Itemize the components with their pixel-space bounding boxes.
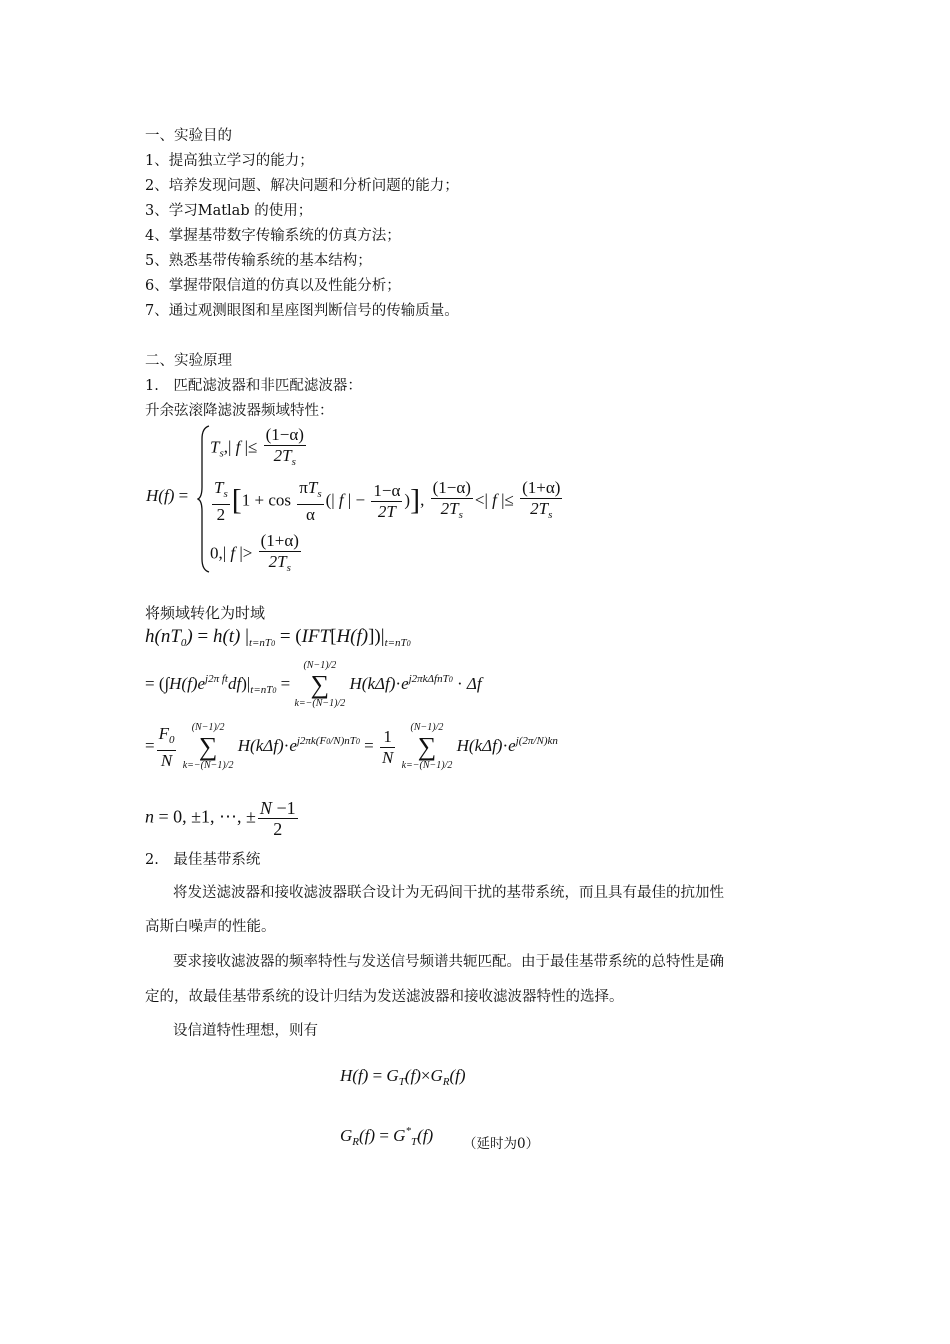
formula-gr-conjugate: $G_R(f) = G^*_T(f)$ — [340, 1125, 434, 1148]
paragraph-line: 高斯白噪声的性能。 — [145, 919, 276, 935]
objective-item: 5、熟悉基带传输系统的基本结构； — [145, 253, 372, 269]
formula-case3: 0,| f |> $\frac{(1+\alpha)}{2T_s}$ — [210, 531, 299, 574]
formula-brace — [197, 425, 211, 573]
subsection2-title: 2. 最佳基带系统 — [145, 852, 261, 868]
section2-heading: 二、实验原理 — [145, 353, 232, 369]
paragraph-line: 定的，故最佳基带系统的设计归结为发送滤波器和接收滤波器特性的选择。 — [145, 989, 624, 1005]
section1-heading: 一、实验目的 — [145, 128, 232, 144]
formula-time-line3: = $\frac{F_0}{N}$ (N−1)/2 ∑ k=−(N−1)/2 $H(k\Delta f)\cdot e^{j2\pi k(F0/N)nT0}$ = $\frac{1}{N}$ (N−1)/2 ∑ k=−(N−1)/2 $H(k\Delta f)\cdot e^{j(2\pi/N)kn}$ — [145, 722, 558, 771]
objective-item: 2、培养发现问题、解决问题和分析问题的能力； — [145, 178, 459, 194]
formula-hf-product: $H(f) = G_T(f)\times G_R(f)$ — [340, 1066, 466, 1088]
formula-time-line1: $h(nT_0) = h(t) |_{t=nT0} = (IFT[H(f)])|_{t=nT0}$ — [145, 626, 411, 649]
objective-item: 4、掌握基带数字传输系统的仿真方法； — [145, 228, 401, 244]
paragraph-line: 设信道特性理想，则有 — [173, 1023, 318, 1039]
formula-time-line2: = $(\int H(f)e^{j2\pi ft}df)|_{t=nT0}$ = (N−1)/2 ∑ k=−(N−1)/2 $H(k\Delta f)\cdot e^{j2\pi k\Delta fnT0} \cdot \Delta f$ — [145, 660, 482, 709]
time-domain-label: 将频域转化为时域 — [145, 604, 266, 622]
delay-note: （延时为0） — [463, 1136, 540, 1152]
objective-item: 6、掌握带限信道的仿真以及性能分析； — [145, 278, 401, 294]
formula-case1: $T_s,|$ f |≤ $\frac{(1-\alpha)}{2T_s}$ — [210, 425, 304, 468]
paragraph-line: 要求接收滤波器的频率特性与发送信号频谱共轭匹配。由于最佳基带系统的总特性是确 — [173, 954, 724, 970]
paragraph-line: 将发送滤波器和接收滤波器联合设计为无码间干扰的基带系统，而且具有最佳的抗加性 — [173, 885, 724, 901]
objective-item: 7、通过观测眼图和星座图判断信号的传输质量。 — [145, 303, 459, 319]
objective-item: 1、提高独立学习的能力； — [145, 153, 314, 169]
formula-hf-lhs: H(f) = — [146, 486, 189, 505]
objective-item: 3、学习Matlab 的使用； — [145, 203, 313, 219]
subsection1-title: 1. 匹配滤波器和非匹配滤波器： — [145, 378, 362, 394]
subsection1-desc: 升余弦滚降滤波器频域特性： — [145, 403, 334, 419]
formula-case2: $\frac{T_s}{2}$ [1 + cos $\frac{\pi T_s}{\alpha}$ (| f | − $\frac{1-\alpha}{2T}$ )], $\frac{(1-\alpha)}{2T_s}$ <| f |≤ $\frac{(1+\alpha)}{2T_s}$ — [214, 478, 561, 524]
formula-n-range: n = 0, ±1, ⋯, ± $\frac{N -1}{2}$ — [145, 798, 296, 839]
